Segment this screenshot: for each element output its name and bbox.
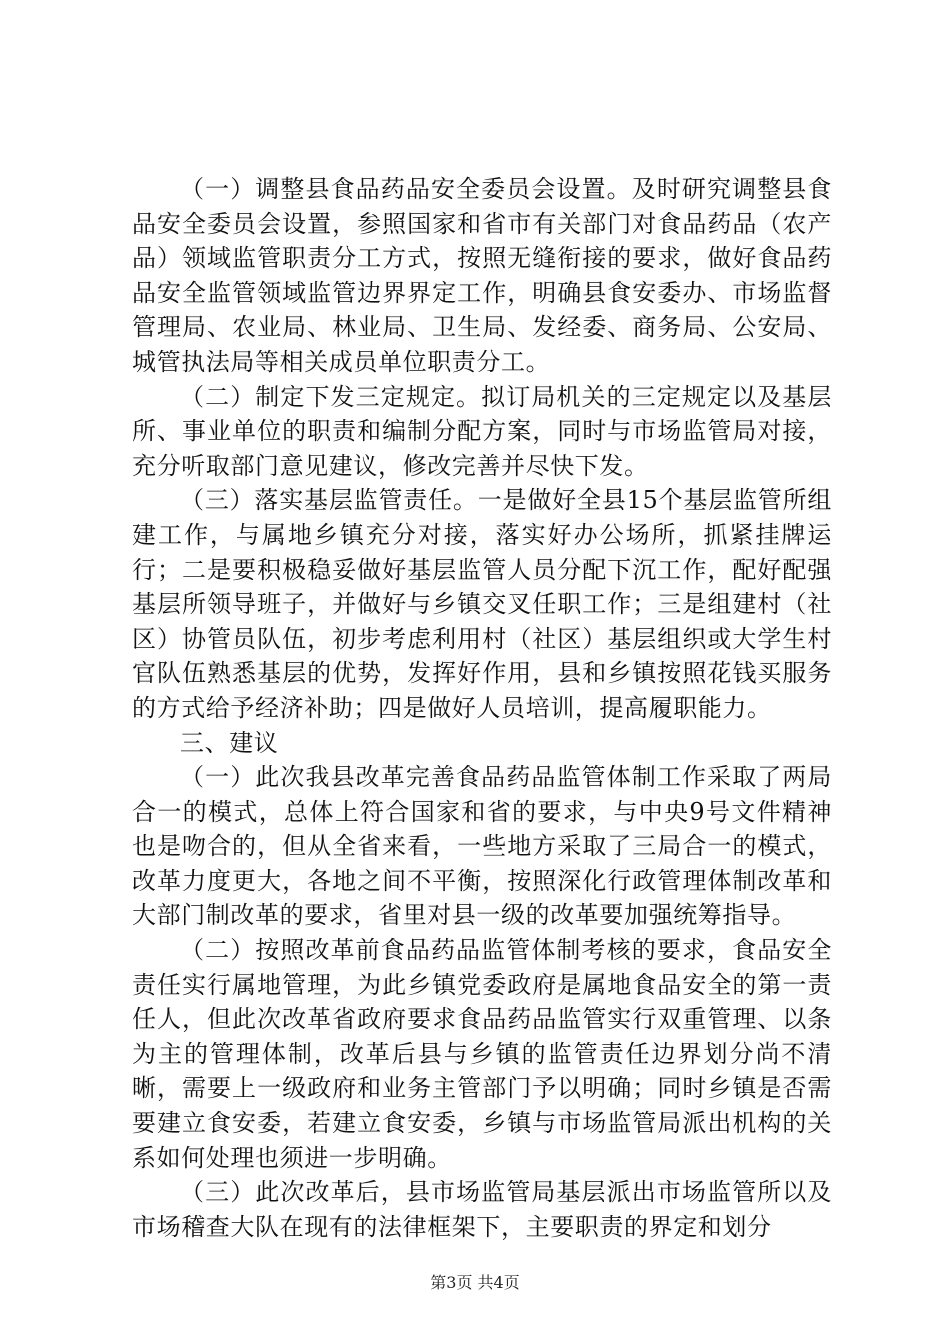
paragraph-adjust-committee: （一）调整县食品药品安全委员会设置。及时研究调整县食品安全委员会设置，参照国家和省市有关部门对食品药品（农产品）领域监管职责分工方式，按照无缝衔接的要求，做好食品药品安全监管领域监管边界界定工作，明确县食安委办、市场监督管理局、农业局、林业局、卫生局、发经委、商务局、公安局、城管执法局等相关成员单位职责分工。 <box>132 175 832 376</box>
paragraph-suggestion-one: （一）此次我县改革完善食品药品监管体制工作采取了两局合一的模式，总体上符合国家和省的要求，与中央9号文件精神也是吻合的，但从全省来看，一些地方采取了三局合一的模式，改革力度更大，各地之间不平衡，按照深化行政管理体制改革和大部门制改革的要求，省里对县一级的改革要加强统筹指导。 <box>132 763 832 930</box>
paragraph-three-fixed-rules: （二）制定下发三定规定。拟订局机关的三定规定以及基层所、事业单位的职责和编制分配方案，同时与市场监管局对接，充分听取部门意见建议，修改完善并尽快下发。 <box>132 382 832 480</box>
paragraph-suggestion-two: （二）按照改革前食品药品监管体制考核的要求，食品安全责任实行属地管理，为此乡镇党委政府是属地食品安全的第一责任人，但此次改革省政府要求食品药品监管实行双重管理、以条为主的管理体制，改革后县与乡镇的监管责任边界划分尚不清晰，需要上一级政府和业务主管部门予以明确；同时乡镇是否需要建立食安委，若建立食安委，乡镇与市场监管局派出机构的关系如何处理也须进一步明确。 <box>132 936 832 1172</box>
document-body <box>132 172 832 1244</box>
page-number-footer: 第3页 共4页 <box>430 1273 520 1292</box>
paragraph-grassroots-responsibility: （三）落实基层监管责任。一是做好全县15个基层监管所组建工作，与属地乡镇充分对接，落实好办公场所，抓紧挂牌运行；二是要积极稳妥做好基层监管人员分配下沉工作，配好配强基层所领导班子，并做好与乡镇交叉任职工作；三是组建村（社区）协管员队伍，初步考虑利用村（社区）基层组织或大学生村官队伍熟悉基层的优势，发挥好作用，县和乡镇按照花钱买服务的方式给予经济补助；四是做好人员培训，提高履职能力。 <box>132 486 832 722</box>
section-heading-suggestions: 三、建议 <box>180 728 279 757</box>
paragraph-suggestion-three: （三）此次改革后，县市场监管局基层派出市场监管所以及市场稽查大队在现有的法律框架下，主要职责的界定和划分 <box>132 1178 832 1241</box>
